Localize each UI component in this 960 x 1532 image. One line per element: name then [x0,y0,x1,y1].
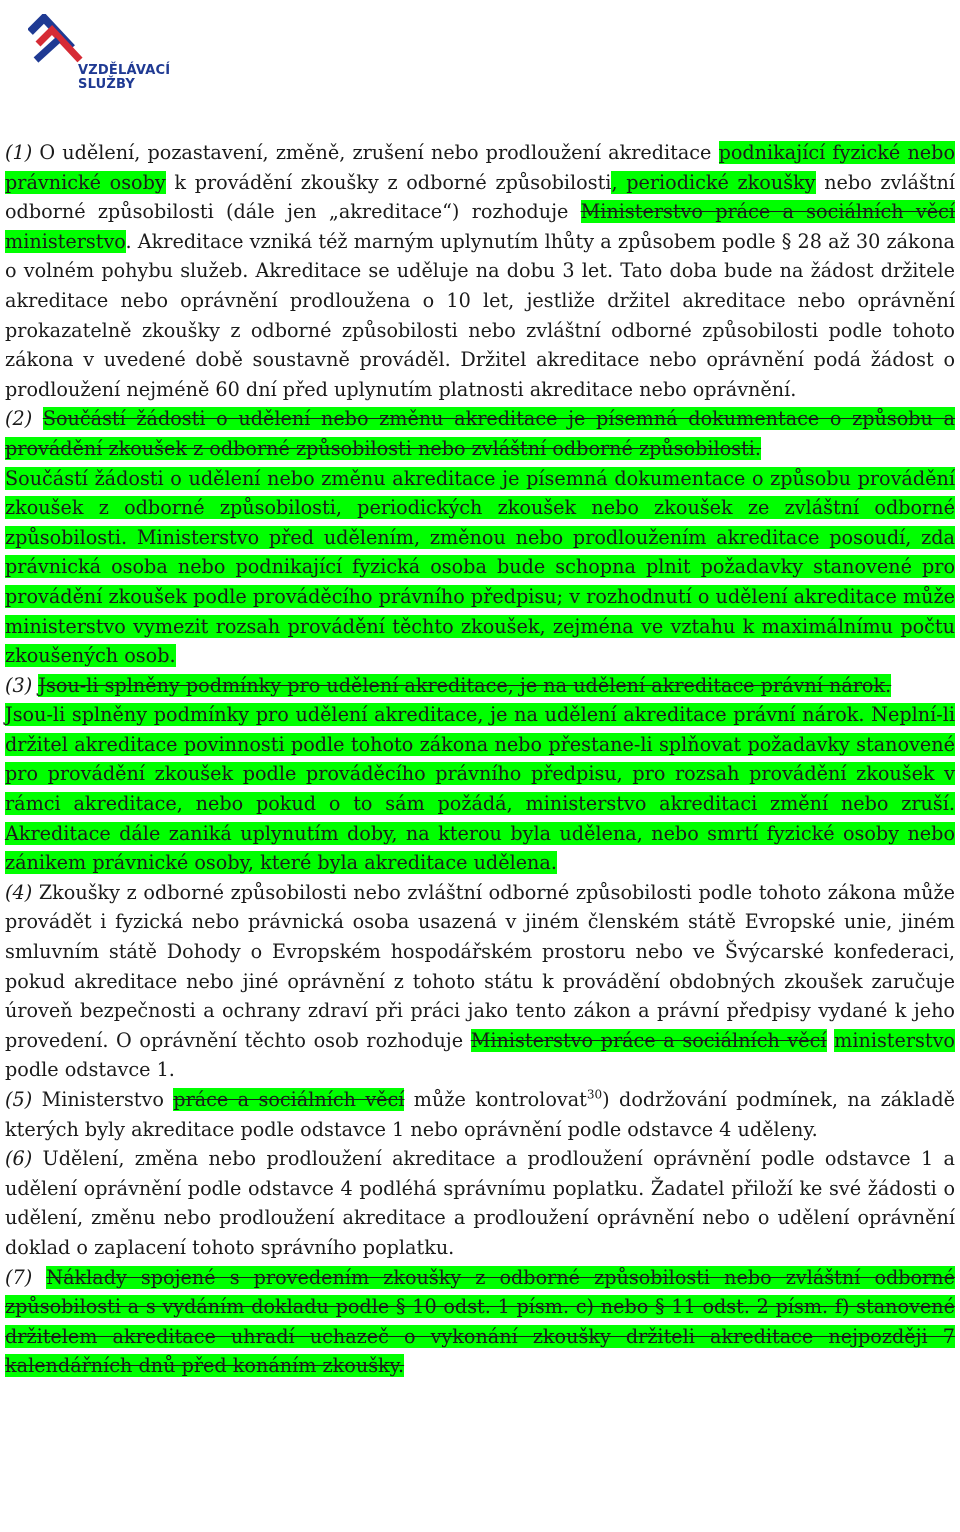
paragraph-5 [5,1085,955,1144]
paragraph-1 [5,138,955,404]
paragraph-number: (7) [5,1265,33,1289]
struck-deletion: Ministerstvo práce a sociálních věcí [580,200,955,224]
paragraph-7 [5,1263,955,1381]
text: Ministerstvo [32,1088,174,1111]
struck-deletion: Jsou-li splněny podmínky pro udělení akreditace, je na udělení akreditace právní nárok. [38,673,892,697]
paragraph-3-new [5,700,955,878]
paragraph-3 [5,671,955,701]
paragraph-4 [5,878,955,1085]
highlighted-insertion: podnikající fyzické nebo právnické osoby [5,141,955,194]
text [32,407,43,430]
struck-deletion: Ministerstvo práce a sociálních věcí [470,1028,827,1052]
highlighted-insertion: ministerstvo [834,1028,955,1052]
text: . Akreditace vzniká též marným uplynutím lhůty a způsobem podle § 28 až 30 zákona o volném pohybu služeb. Akreditace se uděluje na dobu 3 let. Tato doba bude na žádost držitele akreditace nebo oprávnění prodloužena o 10 let, jestliže držitel akreditace nebo oprávnění prokazatelně zkoušky z odborné způsobilosti nebo zvláštní odborné způsobilosti podle tohoto zákona v uvedené době soustavně prováděl. Držitel akreditace nebo oprávnění podá žádost o prodloužení nejméně 60 dní před uplynutím platnosti akreditace nebo oprávnění. [5,229,955,401]
logo-line-2: SLUŽBY [78,77,135,92]
paragraph-number: (6) [5,1147,33,1171]
logo-mark-icon [28,14,88,70]
text [32,1266,46,1289]
document-body [5,138,955,1381]
text: k provádění zkoušky z odborné způsobilosti [165,170,612,194]
text: nebo zvláštní odborné způsobilosti (dále jen „akreditace“) rozhoduje [5,170,956,224]
paragraph-number: (2) [5,407,33,431]
footnote-ref: 30 [586,1087,603,1102]
highlighted-insertion: Součástí žádosti o udělení nebo změnu akreditace je písemná dokumentace o způsobu provádění zkoušek z odborné způsobilosti, periodických zkoušek nebo zkoušek ze zvláštní odborné způsobilosti. Ministerstvo před udělením, změnou nebo prodloužením akreditace posoudí, zda právnická osoba nebo podnikající fyzická osoba bude schopna plnit požadavky stanovené pro provádění zkoušek podle prováděcího právního předpisu; v rozhodnutí o udělení akreditace může ministerstvo vymezit rozsah provádění těchto zkoušek, zejména ve vztahu k maximálnímu počtu zkoušených osob. [5,466,955,668]
paragraph-2 [5,404,955,463]
text: ) dodržování podmínek, na základě kterých byly akreditace podle odstavce 1 nebo oprávnění podle odstavce 4 uděleny. [5,1088,955,1141]
text: podle odstavce 1. [5,1058,175,1082]
paragraph-number: (1) [5,141,33,164]
text [827,1029,835,1052]
highlighted-insertion: , periodické zkoušky [611,170,816,194]
company-logo [28,14,171,96]
paragraph-2-new [5,464,955,671]
struck-deletion: Součástí žádosti o udělení nebo změnu akreditace je písemná dokumentace o způsobu a provádění zkoušek z odborné způsobilosti nebo zvláštní odborné způsobilosti. [5,407,955,460]
paragraph-number: (3) [5,673,33,697]
text: Zkoušky z odborné způsobilosti nebo zvláštní odborné způsobilosti podle tohoto zákona může provádět i fyzická nebo právnická osoba usazená v jiném členském státě Evropské unie, jiném smluvním státě Dohody o Evropském hospodářském prostoru nebo ve Švýcarské konfederaci, pokud akreditace nebo jiné oprávnění z tohoto státu k provádění obdobných zkoušek zaručuje úroveň bezpečnosti a ochrany zdraví při práci jako tento zákon a právní předpisy vydané k jeho provedení. O oprávnění těchto osob rozhoduje [5,880,955,1052]
text: může kontrolovat [404,1088,587,1111]
logo-line-1: VZDĚLÁVACÍ [78,63,171,78]
struck-deletion: Náklady spojené s provedením zkoušky z odborné způsobilosti nebo zvláštní odborné způsobilosti a s vydáním dokladu podle § 10 odst. 1 písm. c) nebo § 11 odst. 2 písm. f) stanovené držitelem akreditace uhradí uchazeč o vykonání zkoušky držiteli akreditace nejpozději 7 kalendářních dnů před konáním zkoušky. [5,1265,955,1378]
highlighted-insertion: Jsou-li splněny podmínky pro udělení akreditace, je na udělení akreditace právní nárok. Neplní-li držitel akreditace povinnosti podle tohoto zákona nebo přestane-li splňovat požadavky stanovené pro provádění zkoušek podle prováděcího právního předpisu, pro rozsah provádění zkoušek v rámci akreditace, nebo pokud o to sám požádá, ministerstvo akreditaci změní nebo zruší. Akreditace dále zaniká uplynutím doby, na kterou byla udělena, nebo smrtí fyzické osoby nebo zánikem právnické osoby, které byla akreditace udělena. [5,703,955,875]
text: Udělení, změna nebo prodloužení akreditace a prodloužení oprávnění podle odstavce 1 a udělení oprávnění podle odstavce 4 podléhá správnímu poplatku. Žadatel přiloží ke své žádosti o udělení, změnu nebo prodloužení akreditace a prodloužení oprávnění nebo o udělení oprávnění doklad o zaplacení tohoto správního poplatku. [5,1147,955,1259]
paragraph-6 [5,1144,955,1262]
logo-text [78,64,170,92]
struck-deletion: práce a sociálních věcí [173,1088,405,1111]
text: O udělení, pozastavení, změně, zrušení nebo prodloužení akreditace [32,141,719,164]
paragraph-number: (4) [5,880,33,904]
highlighted-insertion: ministerstvo [5,229,126,253]
paragraph-number: (5) [5,1088,33,1111]
